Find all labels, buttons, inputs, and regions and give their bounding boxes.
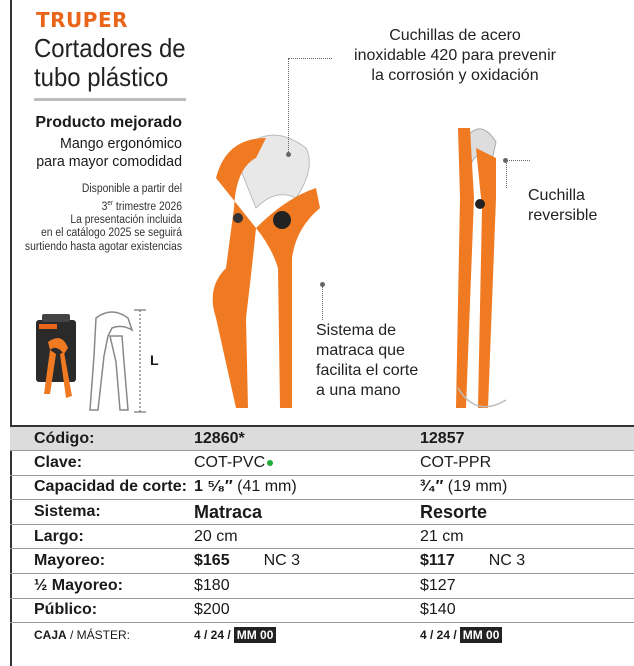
callout-blades-leader [288, 58, 332, 59]
largo-b: 21 cm [420, 524, 634, 549]
title-line-2: tubo plástico [34, 62, 169, 92]
brand-logo: TRUPER [36, 8, 129, 32]
table-row-capacidad [10, 475, 634, 500]
table-row-codigo [10, 426, 634, 451]
capacidad-a-mm: (41 mm) [232, 478, 297, 496]
availability-note [11, 183, 182, 254]
caja-b-cell [420, 623, 634, 648]
callout-ratchet-dot [320, 282, 325, 287]
avail-line-5: surtiendo hasta agotar existencias [24, 240, 182, 253]
mayoreo-b: $117 [420, 552, 455, 570]
sistema-a: Matraca [194, 500, 420, 525]
callout-blades-dot [286, 152, 291, 157]
table-row-clave [10, 451, 634, 476]
publico-a: $200 [194, 598, 420, 623]
table-row-medio-mayoreo [10, 574, 634, 599]
mayoreo-a-nc: NC 3 [263, 552, 301, 570]
callout-blades-leader-v [288, 58, 289, 154]
label-clave: Clave: [10, 451, 194, 476]
ergonomic-note [21, 135, 183, 171]
callout-reversible-leader-h [506, 160, 530, 161]
callout-rev-line-2: reversible [528, 207, 598, 224]
table-row-sistema [10, 500, 634, 525]
publico-b: $140 [420, 598, 634, 623]
label-codigo: Código: [10, 426, 194, 451]
label-master: / MÁSTER: [66, 628, 131, 643]
callout-ratchet-line-1: Sistema de [316, 322, 397, 339]
ratchet-cutter-image [196, 118, 336, 418]
callout-rev-line-1: Cuchilla [528, 187, 585, 204]
label-caja: CAJA [34, 628, 67, 643]
avail-line-2 [11, 197, 182, 214]
mayoreo-b-nc: NC 3 [488, 552, 526, 570]
caja-b: 4 / 24 / [420, 628, 457, 643]
ergo-line-1: Mango ergonómico [59, 135, 182, 152]
label-caja-cell [10, 623, 194, 648]
mayoreo-a-cell [194, 549, 420, 574]
label-mayoreo: Mayoreo: [10, 549, 194, 574]
clave-b: COT-PPR [420, 451, 634, 476]
label-sistema: Sistema: [10, 500, 194, 525]
spec-table [10, 425, 634, 647]
length-label: L [150, 352, 159, 368]
table-row-largo [10, 524, 634, 549]
capacidad-b-inch: ³⁄₄″ [420, 478, 444, 496]
label-medio-mayoreo: ½ Mayoreo: [10, 574, 194, 599]
callout-ratchet [316, 321, 466, 401]
callout-ratchet-line-4: a una mano [316, 382, 401, 399]
callout-blades-line-1: Cuchillas de acero [389, 27, 521, 44]
table-row-mayoreo [10, 549, 634, 574]
callout-ratchet-leader [322, 284, 323, 320]
callout-blades-line-3: la corrosión y oxidación [371, 67, 539, 84]
medio-b: $127 [420, 574, 634, 599]
codigo-a: 12860* [194, 426, 420, 451]
capacidad-b-mm: (19 mm) [443, 478, 508, 496]
packaging-image [34, 314, 80, 414]
table-row-caja [10, 623, 634, 648]
ergo-line-2: para mayor comodidad [36, 153, 182, 170]
avail-quarter: trimestre 2026 [112, 200, 182, 213]
callout-blades-line-2: inoxidable 420 para prevenir [354, 47, 556, 64]
avail-ordinal-suffix: er [107, 199, 113, 207]
new-indicator-dot [267, 460, 273, 466]
callout-ratchet-line-3: facilita el corte [316, 362, 419, 379]
callout-reversible-leader [506, 160, 507, 188]
avail-line-4: en el catálogo 2025 se seguirá [41, 227, 183, 240]
sistema-b: Resorte [420, 500, 634, 525]
callout-reversible-dot [503, 158, 508, 163]
label-capacidad: Capacidad de corte: [10, 475, 194, 500]
callout-reversible [528, 186, 628, 226]
table-row-publico [10, 598, 634, 623]
caja-a-cell [194, 623, 420, 648]
page-title [34, 34, 186, 92]
avail-line-1: Disponible a partir del [81, 183, 182, 195]
mm-badge-a: MM 00 [234, 627, 277, 643]
title-divider [34, 98, 186, 101]
dimension-drawing [82, 306, 154, 416]
largo-a: 20 cm [194, 524, 420, 549]
label-largo: Largo: [10, 524, 194, 549]
avail-ordinal: 3 [101, 200, 108, 213]
callout-ratchet-line-2: matraca que [316, 342, 405, 359]
capacidad-a-inch: 1 ⁵⁄₈″ [194, 478, 233, 496]
mm-badge-b: MM 00 [460, 627, 503, 643]
capacidad-b-cell [420, 475, 634, 500]
medio-a: $180 [194, 574, 420, 599]
mayoreo-a: $165 [194, 552, 230, 570]
label-publico: Público: [10, 598, 194, 623]
capacidad-a-cell [194, 475, 420, 500]
title-line-1: Cortadores de [34, 33, 186, 63]
clave-a-cell [194, 451, 420, 476]
mayoreo-b-cell [420, 549, 634, 574]
avail-line-3: La presentación incluida [70, 213, 182, 226]
codigo-b: 12857 [420, 426, 634, 451]
caja-a: 4 / 24 / [194, 628, 231, 643]
callout-blades [330, 26, 580, 86]
improved-badge: Producto mejorado [35, 114, 182, 131]
clave-a: COT-PVC [194, 453, 266, 471]
